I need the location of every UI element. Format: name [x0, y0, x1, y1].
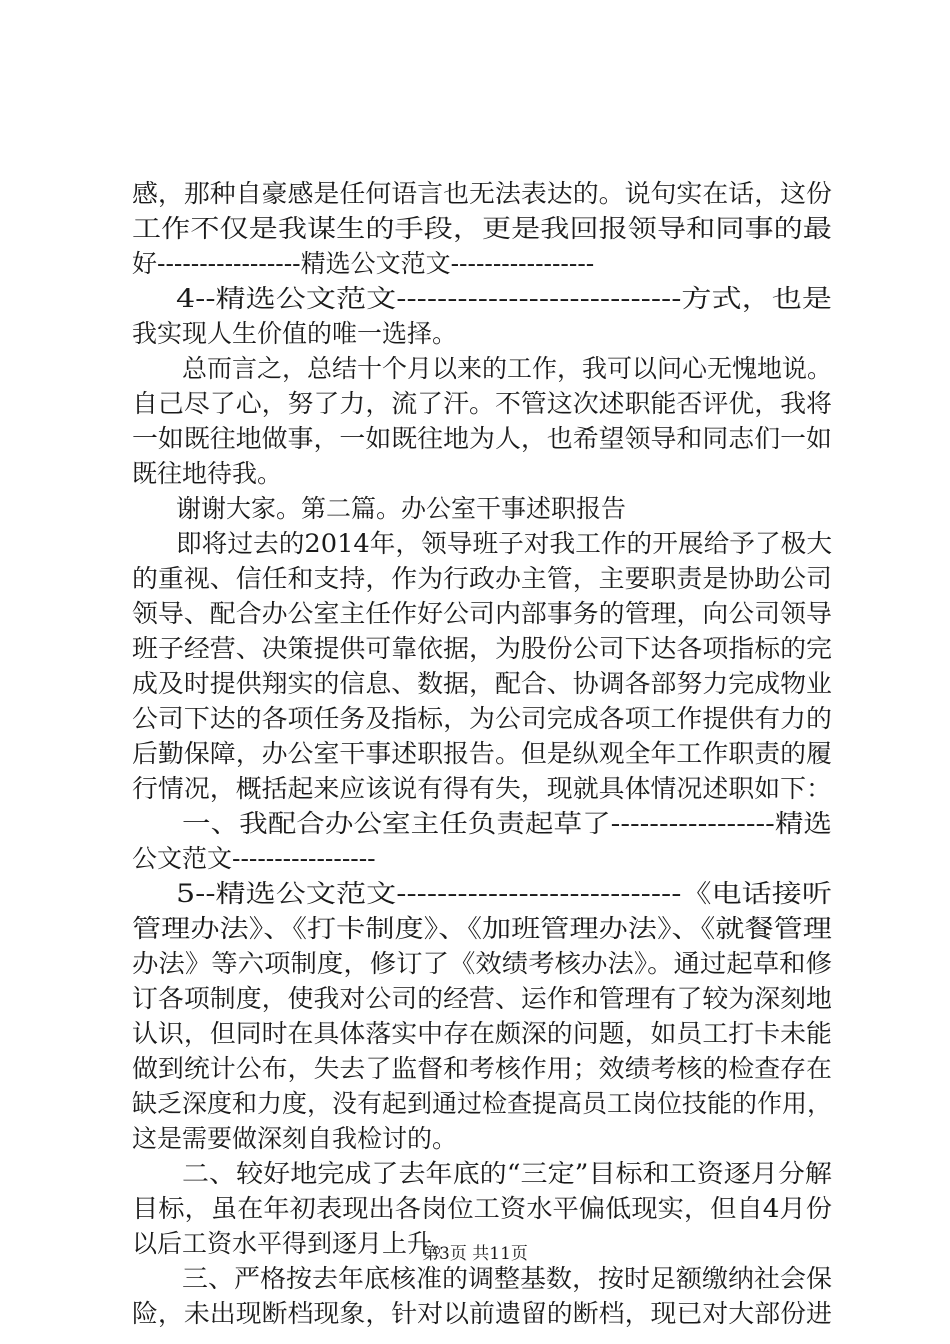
text-line-content: 工作不仅是我谋生的手段，更是我回报领导和同事的最: [132, 214, 832, 243]
text-line-content: 即将过去的2014年，领导班子对我工作的开展给予了极大: [176, 529, 833, 558]
text-line-content: 班子经营、决策提供可靠依据，为股份公司下达各项指标的完: [132, 634, 832, 663]
text-line: [132, 1051, 832, 1086]
text-line: [132, 1296, 832, 1331]
text-line-content: 订各项制度，使我对公司的经营、运作和管理有了较为深刻地: [132, 984, 832, 1013]
text-line: [132, 946, 832, 981]
text-line-content: 后勤保障，办公室干事述职报告。但是纵观全年工作职责的履: [132, 739, 832, 768]
text-line-content: 好-----------------精选公文范文-----------------: [132, 249, 595, 278]
text-line: [132, 1191, 832, 1226]
text-line-content: 公文范文-----------------: [132, 844, 376, 873]
text-line-content: 感，那种自豪感是任何语言也无法表达的。说句实在话，这份: [132, 179, 832, 208]
text-line: [132, 771, 832, 806]
text-line: [132, 631, 832, 666]
text-line-content: 办法》等六项制度，修订了《效绩考核办法》。通过起草和修: [132, 949, 833, 978]
text-line: [132, 351, 832, 386]
text-line-content: 我实现人生价值的唯一选择。: [132, 319, 458, 348]
text-line: [132, 981, 832, 1016]
text-line-content: 认识，但同时在具体落实中存在颇深的问题，如员工打卡未能: [132, 1019, 832, 1048]
text-line-content: 三、严格按去年底核准的调整基数，按时足额缴纳社会保: [182, 1264, 833, 1293]
document-body: [132, 176, 832, 1331]
text-line-content: 的重视、信任和支持，作为行政办主管，主要职责是协助公司: [132, 564, 832, 593]
text-line: [132, 596, 832, 631]
text-line: [132, 1016, 832, 1051]
text-line: [132, 246, 832, 281]
text-line: [132, 316, 832, 351]
text-line: [132, 1121, 832, 1156]
text-line: [132, 841, 832, 876]
text-line-content: 5--精选公文范文----------------------------《电话接听: [176, 879, 833, 908]
text-line-content: 一、我配合办公室主任负责起草了-----------------精选: [182, 809, 832, 838]
text-line: [132, 911, 832, 946]
text-line-content: 做到统计公布，失去了监督和考核作用；效绩考核的检查存在: [132, 1054, 832, 1083]
text-line: [132, 176, 832, 211]
text-line: [132, 806, 832, 841]
text-line-content: 二、较好地完成了去年底的“三定”目标和工资逐月分解: [182, 1159, 833, 1188]
text-line: [132, 1156, 832, 1191]
text-line: [132, 701, 832, 736]
text-line-content: 谢谢大家。第二篇。办公室干事述职报告: [176, 494, 627, 523]
text-line: [132, 666, 832, 701]
text-line-content: 这是需要做深刻自我检讨的。: [132, 1124, 458, 1153]
text-line-content: 领导、配合办公室主任作好公司内部事务的管理，向公司领导: [132, 599, 832, 628]
text-line: [132, 281, 832, 316]
text-line: [132, 456, 832, 491]
text-line: [132, 211, 832, 246]
text-line: [132, 1261, 832, 1296]
text-line-content: 一如既往地做事，一如既往地为人，也希望领导和同志们一如: [132, 424, 832, 453]
text-line-content: 以后工资水平得到逐月上升。: [132, 1229, 458, 1258]
text-line: [132, 421, 832, 456]
text-line-content: 总而言之，总结十个月以来的工作，我可以问心无愧地说。: [182, 354, 833, 383]
text-line: [132, 491, 832, 526]
text-line: [132, 736, 832, 771]
text-line-content: 目标，虽在年初表现出各岗位工资水平偏低现实，但自4月份: [132, 1194, 833, 1223]
text-line-content: 既往地待我。: [132, 459, 283, 488]
text-line-content: 管理办法》、《打卡制度》、《加班管理办法》、《就餐管理: [132, 914, 832, 943]
text-line-content: 行情况，概括起来应该说有得有失，现就具体情况述职如下：: [132, 774, 832, 803]
text-line-content: 自己尽了心，努了力，流了汗。不管这次述职能否评优，我将: [132, 389, 832, 418]
text-line: [132, 876, 832, 911]
text-line-content: 公司下达的各项任务及指标，为公司完成各项工作提供有力的: [132, 704, 832, 733]
text-line: [132, 386, 832, 421]
text-line: [132, 1086, 832, 1121]
text-line: [132, 561, 832, 596]
text-line-content: 缺乏深度和力度，没有起到通过检查提高员工岗位技能的作用，: [132, 1089, 833, 1118]
text-line: [132, 526, 832, 561]
text-line-content: 成及时提供翔实的信息、数据，配合、协调各部努力完成物业: [132, 669, 832, 698]
text-line-content: 4--精选公文范文----------------------------方式，也是: [176, 284, 833, 313]
text-line-content: 险，未出现断档现象，针对以前遗留的断档，现已对大部份进: [132, 1299, 832, 1328]
page-footer: 第3页 共11页: [422, 1244, 528, 1264]
